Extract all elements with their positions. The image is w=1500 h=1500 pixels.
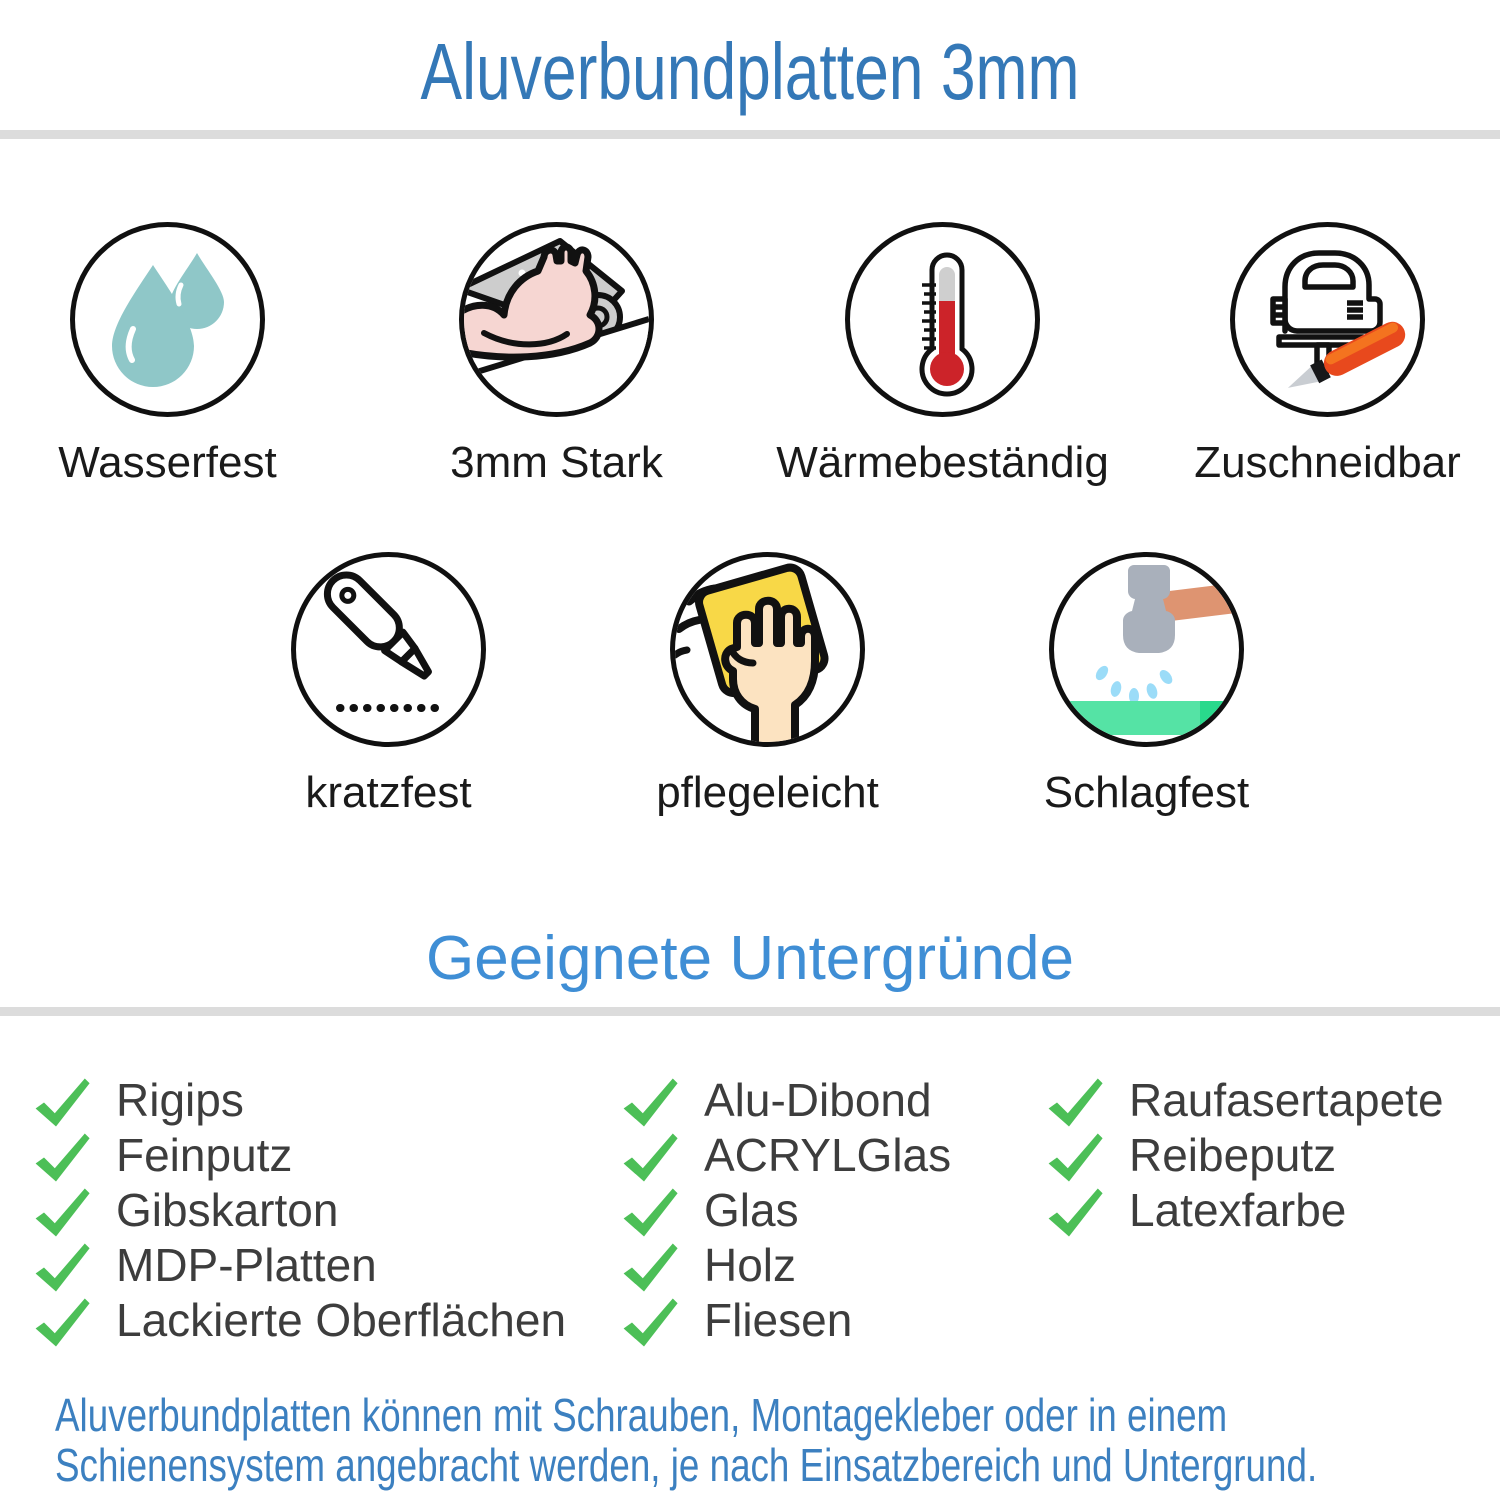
feature-label: 3mm Stark [450, 438, 663, 487]
feature-circle [670, 552, 865, 747]
check-icon [1045, 1076, 1105, 1129]
check-icon [32, 1241, 92, 1294]
feature-3mm-stark [450, 222, 663, 488]
check-icon [1045, 1131, 1105, 1184]
feature-label: Wasserfest [58, 438, 277, 487]
substrate-item [620, 1127, 951, 1182]
substrate-item [620, 1237, 796, 1292]
check-icon [32, 1076, 92, 1129]
feature-wasserfest [58, 222, 277, 488]
feature-circle [1049, 552, 1244, 747]
page-title: Aluverbundplatten 3mm [420, 27, 1080, 116]
mounting-note [55, 1390, 1317, 1490]
hand-wipe-icon [675, 557, 860, 742]
substrate-label: Alu-Dibond [704, 1073, 932, 1126]
substrate-item [620, 1182, 799, 1237]
substrate-label: Glas [704, 1183, 799, 1236]
substrate-label: Gibskarton [116, 1183, 339, 1236]
feature-pflegeleicht [656, 552, 879, 818]
substrate-item [32, 1072, 244, 1127]
check-icon [620, 1186, 680, 1239]
substrate-item [32, 1127, 292, 1182]
feature-schlagfest [1043, 552, 1250, 818]
check-icon [32, 1296, 92, 1349]
feature-zuschneidbar [1194, 222, 1461, 488]
substrate-item [1045, 1127, 1336, 1182]
mounting-note-line1: Aluverbundplatten können mit Schrauben, Montagekleber oder in einem [55, 1389, 1228, 1441]
substrate-label: Latexfarbe [1129, 1183, 1347, 1236]
jigsaw-knife-icon [1235, 227, 1420, 412]
feature-label: kratzfest [305, 768, 472, 817]
feature-circle [845, 222, 1040, 417]
check-icon [32, 1186, 92, 1239]
feature-waermebestaendig [776, 222, 1109, 488]
feature-circle [291, 552, 486, 747]
feature-circle [459, 222, 654, 417]
feature-label: pflegeleicht [656, 768, 879, 817]
check-icon [1045, 1186, 1105, 1239]
feature-label: Wärmebeständig [776, 438, 1109, 487]
substrate-item [1045, 1072, 1444, 1127]
check-icon [620, 1296, 680, 1349]
substrate-label: Rigips [116, 1073, 244, 1126]
substrate-label: Reibeputz [1129, 1128, 1337, 1181]
hammer-impact-icon [1054, 557, 1239, 742]
substrate-label: Feinputz [116, 1128, 293, 1181]
check-icon [620, 1241, 680, 1294]
substrate-label: Raufasertapete [1129, 1073, 1444, 1126]
check-icon [620, 1076, 680, 1129]
substrate-item [32, 1292, 566, 1347]
thermometer-icon [850, 227, 1035, 412]
mounting-note-line2: Schienensystem angebracht werden, je nach Einsatzbereich und Untergrund. [55, 1439, 1318, 1491]
divider-bar-top [0, 130, 1500, 139]
substrate-item [620, 1292, 852, 1347]
divider-bar-middle [0, 1007, 1500, 1016]
substrate-item [32, 1182, 338, 1237]
substrate-item [620, 1072, 932, 1127]
feature-label: Schlagfest [1043, 768, 1250, 817]
feature-label: Zuschneidbar [1194, 438, 1461, 487]
check-icon [32, 1131, 92, 1184]
substrate-item [32, 1237, 377, 1292]
feature-circle [1230, 222, 1425, 417]
substrate-label: MDP-Platten [116, 1238, 377, 1291]
substrate-item [1045, 1182, 1346, 1237]
check-icon [620, 1131, 680, 1184]
utility-knife-icon [296, 557, 481, 742]
section-title-untergruende: Geeignete Untergründe [425, 924, 1074, 993]
feature-circle [70, 222, 265, 417]
feature-kratzfest [291, 552, 486, 818]
muscle-arm-icon [464, 227, 649, 412]
substrate-label: Holz [704, 1238, 797, 1291]
water-drops-icon [75, 227, 260, 412]
substrate-label: Lackierte Oberflächen [116, 1293, 567, 1346]
substrate-label: Fliesen [704, 1293, 853, 1346]
substrate-label: ACRYLGlas [704, 1128, 952, 1181]
